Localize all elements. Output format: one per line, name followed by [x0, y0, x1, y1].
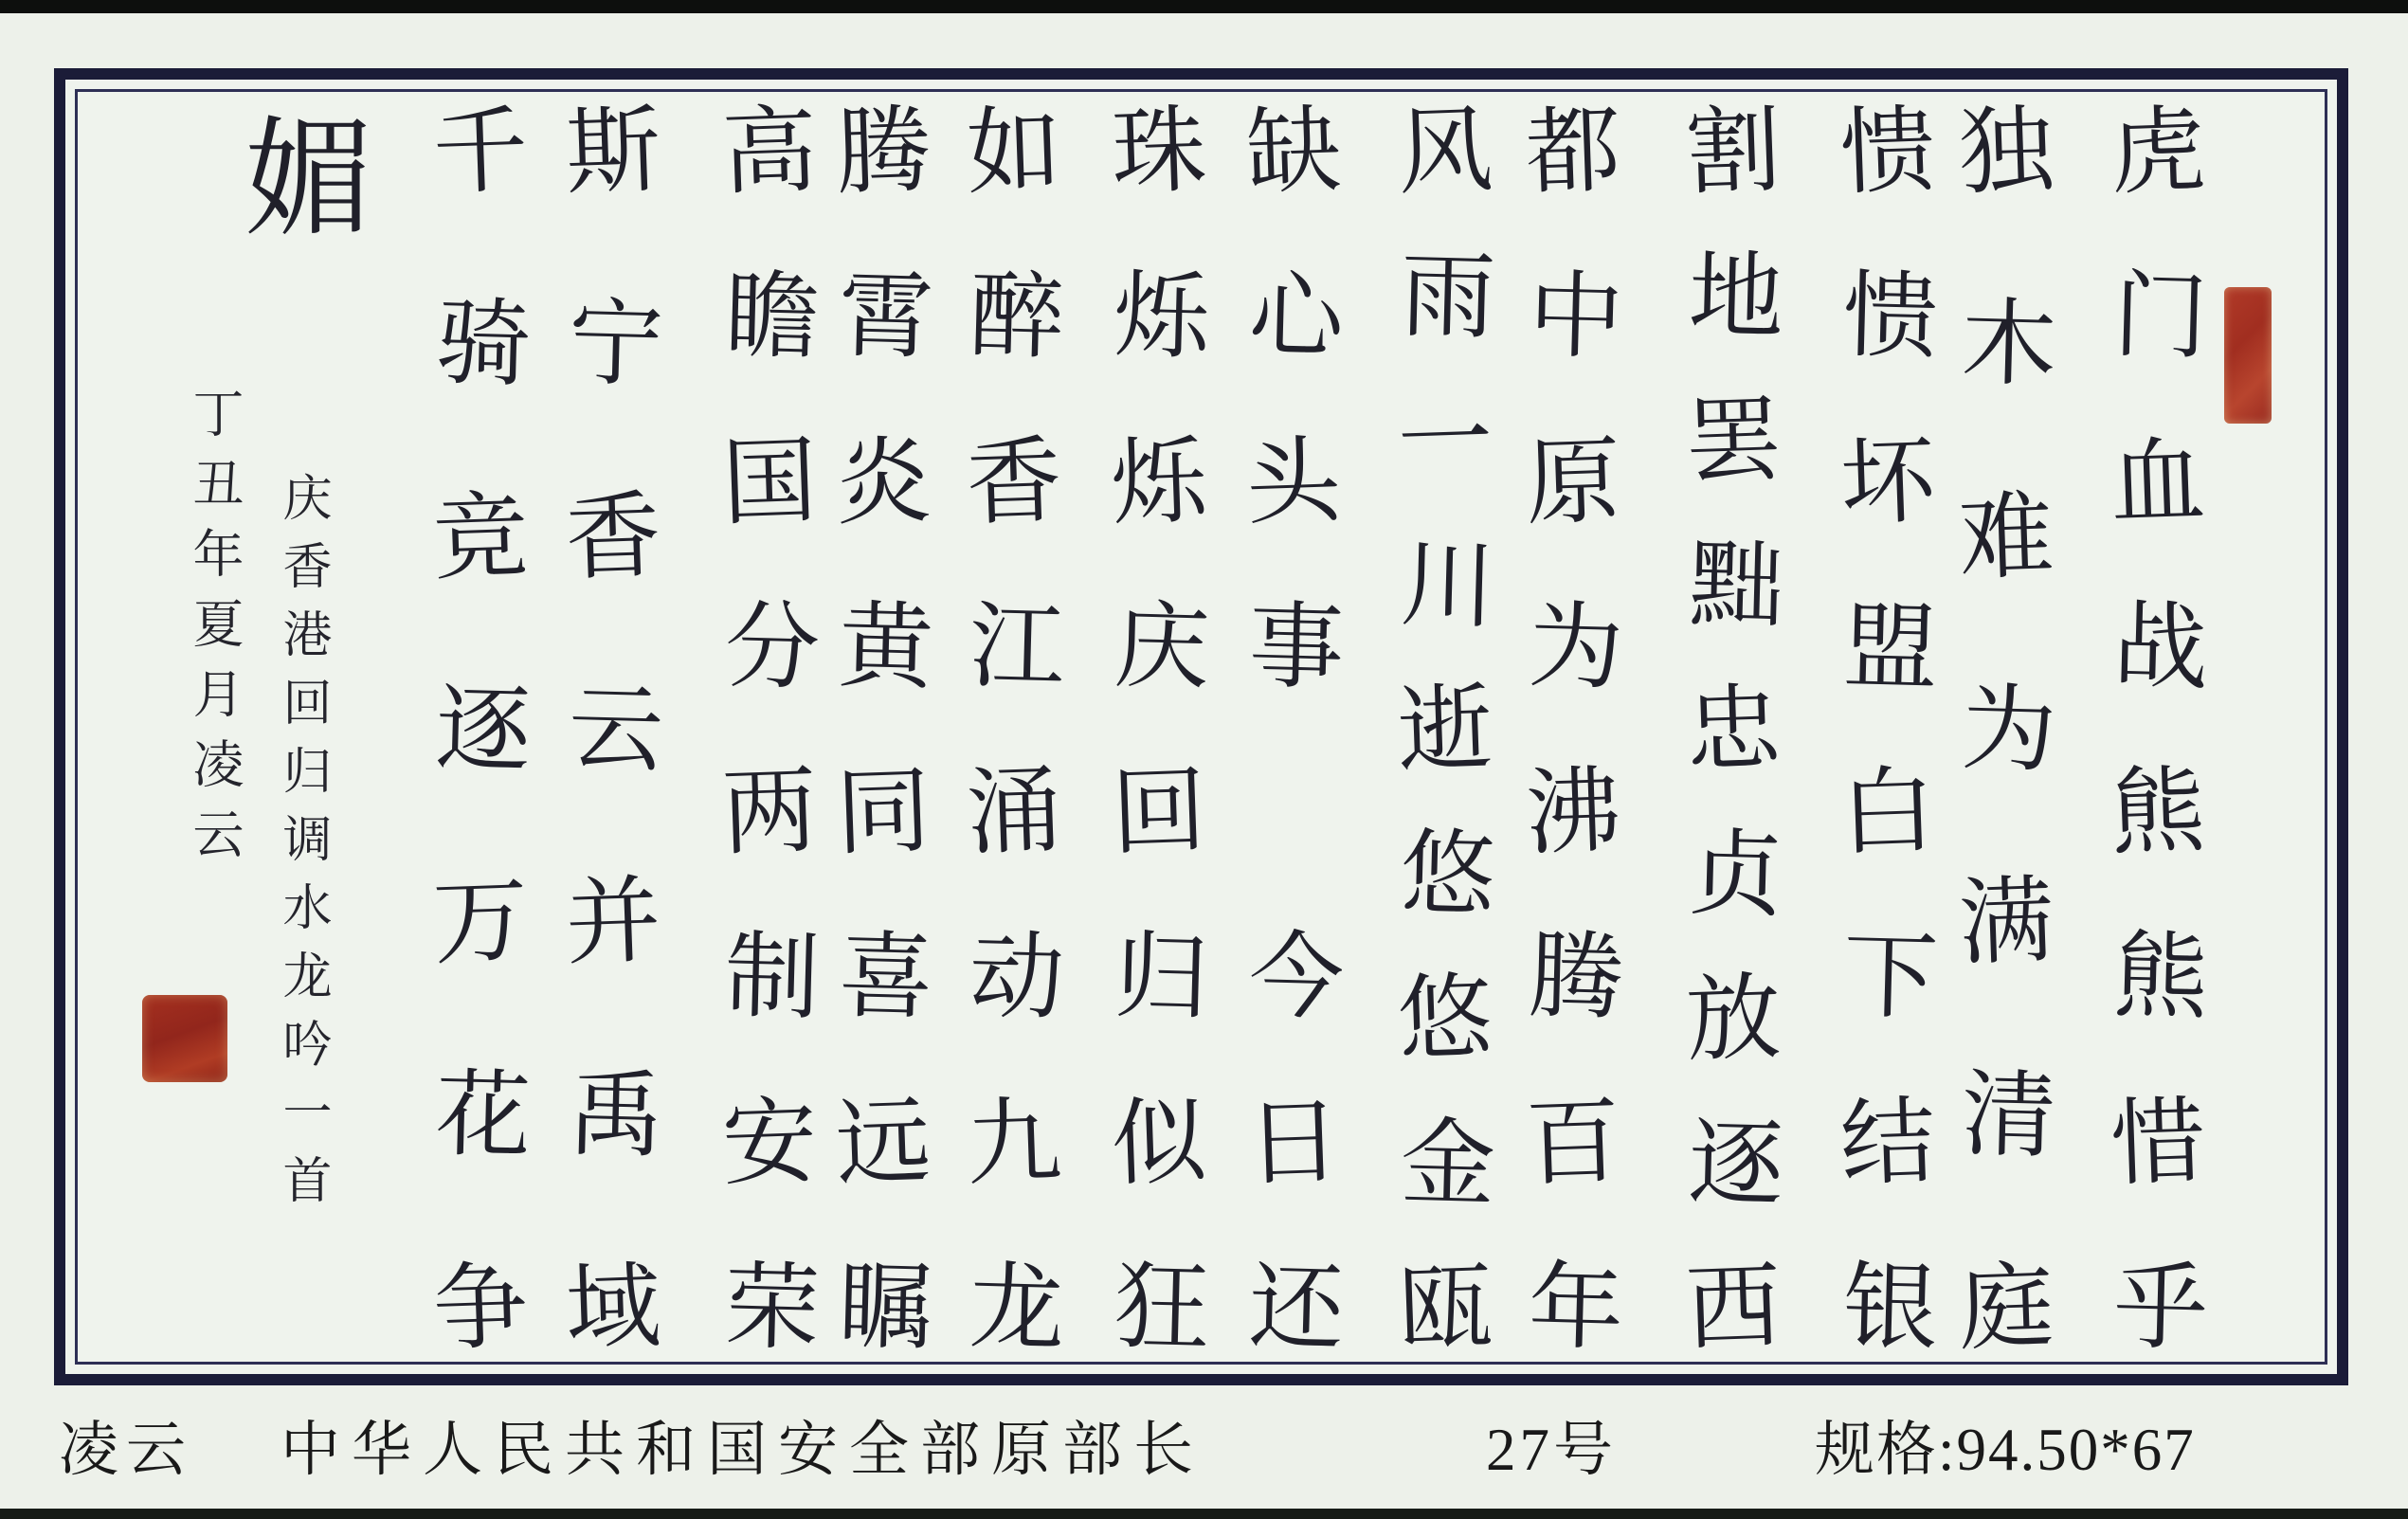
calligraphy-char: 域 [563, 1250, 662, 1365]
calligraphy-char: 禹 [567, 1058, 665, 1172]
calligraphy-column-9 [955, 94, 1073, 1365]
calligraphy-char: 百 [1523, 1084, 1622, 1200]
calligraphy-char: 木 [1960, 287, 2058, 401]
calligraphy-column-8 [1100, 94, 1218, 1365]
calligraphy-char: 清 [1960, 1058, 2058, 1172]
calligraphy-char: 霄 [837, 260, 935, 373]
calligraphy-char: 中 [1527, 260, 1625, 373]
calligraphy-char: 珠 [1109, 94, 1208, 208]
calligraphy-char: 斯 [563, 94, 662, 208]
calligraphy-char: 头 [1243, 424, 1343, 539]
calligraphy-char: 制 [723, 920, 822, 1034]
calligraphy-char: 放 [1683, 961, 1783, 1076]
calligraphy-char: 熊 [2108, 754, 2207, 869]
calligraphy-char: 分 [723, 589, 822, 704]
calligraphy-char: 下 [1841, 920, 1940, 1034]
calligraphy-char: 烁 [1109, 424, 1208, 539]
calligraphy-char: 万 [430, 864, 530, 980]
calligraphy-char: 都 [1523, 94, 1622, 208]
calligraphy-char: 金 [1399, 1106, 1497, 1220]
calligraphy-char: 愦 [1841, 260, 1940, 373]
calligraphy-char: 江 [968, 589, 1066, 704]
calligraphy-char: 惜 [2108, 1084, 2207, 1200]
calligraphy-char: 西 [1683, 1250, 1783, 1365]
calligraphy-char: 愦 [1838, 94, 1937, 208]
calligraphy-char: 一 [1395, 383, 1494, 497]
calligraphy-char: 年 [1527, 1250, 1625, 1365]
calligraphy-char: 原 [1523, 424, 1622, 539]
calligraphy-char: 腾 [833, 94, 932, 208]
scan-edge-bottom [0, 1509, 2408, 1519]
calligraphy-char: 庆 [1113, 589, 1211, 704]
calligraphy-char: 涌 [964, 754, 1063, 869]
calligraphy-char: 银 [1841, 1250, 1940, 1365]
calligraphy-char: 贞 [1687, 817, 1785, 931]
calligraphy-column-6 [1386, 94, 1504, 1365]
calligraphy-char: 沸 [1523, 754, 1622, 869]
leading-seal [2224, 287, 2272, 424]
calligraphy-char: 风 [1395, 94, 1494, 208]
calligraphy-char: 日 [1243, 1084, 1343, 1200]
calligraphy-char: 逝 [1395, 672, 1494, 787]
calligraphy-char: 两 [719, 754, 819, 869]
calligraphy-column-7 [1235, 94, 1352, 1365]
calligraphy-char: 花 [434, 1058, 533, 1172]
calligraphy-column-1 [2099, 94, 2217, 1365]
scan-edge-top [0, 0, 2408, 13]
calligraphy-char: 为 [1960, 672, 2058, 787]
caption-spec: 规格:94.50*67 [1815, 1417, 2196, 1483]
calligraphy-char: 安 [719, 1084, 819, 1200]
calligraphy-char: 雨 [1399, 239, 1497, 353]
calligraphy-char: 动 [968, 920, 1066, 1034]
calligraphy-char: 还 [1247, 1250, 1346, 1365]
calligraphy-char: 熊 [2111, 920, 2210, 1034]
calligraphy-column-13 [422, 94, 539, 1365]
calligraphy-char: 悠 [1395, 961, 1494, 1076]
calligraphy-char: 地 [1687, 239, 1785, 353]
calligraphy-char: 狂 [1113, 1250, 1211, 1365]
calligraphy-char: 庭 [1956, 1250, 2055, 1365]
calligraphy-column-5 [1514, 94, 1632, 1365]
calligraphy-char: 云 [567, 672, 665, 787]
calligraphy-char: 宁 [567, 287, 665, 401]
calligraphy-char: 盟 [1841, 589, 1940, 704]
caption-artist: 凌云 [59, 1417, 193, 1483]
calligraphy-char: 今 [1247, 920, 1346, 1034]
calligraphy-char: 门 [2111, 260, 2210, 373]
calligraphy-char: 血 [2108, 424, 2207, 539]
calligraphy-char: 虎 [2108, 94, 2207, 208]
calligraphy-char: 炎 [833, 424, 932, 539]
calligraphy-char: 似 [1109, 1084, 1208, 1200]
calligraphy-char: 瞩 [837, 1250, 935, 1365]
calligraphy-char: 腾 [1527, 920, 1625, 1034]
caption-catalog-number: 27号 [1486, 1417, 1617, 1483]
calligraphy-char: 醉 [968, 260, 1066, 373]
calligraphy-char: 如 [964, 94, 1063, 208]
calligraphy-char: 瞻 [723, 260, 822, 373]
calligraphy-char: 烁 [1113, 260, 1211, 373]
calligraphy-char: 满 [1956, 864, 2055, 980]
calligraphy-char: 黜 [1687, 528, 1785, 642]
calligraphy-char: 割 [1683, 94, 1783, 208]
calligraphy-char: 川 [1399, 528, 1497, 642]
calligraphy-char: 争 [430, 1250, 530, 1365]
signature-column: 丁丑年夏月凌云 [185, 387, 244, 877]
caption-artist-title: 中华人民共和国安全部原部长 [281, 1417, 1204, 1483]
calligraphy-column-11 [711, 94, 828, 1365]
calligraphy-char: 并 [563, 864, 662, 980]
calligraphy-char: 喜 [837, 920, 935, 1034]
calligraphy-column-10 [824, 94, 942, 1365]
calligraphy-char: 白 [1838, 754, 1937, 869]
calligraphy-char: 回 [1109, 754, 1208, 869]
calligraphy-char: 独 [1956, 94, 2055, 208]
calligraphy-char: 难 [1956, 479, 2055, 594]
calligraphy-char: 归 [1113, 920, 1211, 1034]
calligraphy-char: 结 [1838, 1084, 1937, 1200]
calligraphy-char: 罢 [1683, 383, 1783, 497]
calligraphy-char: 坏 [1838, 424, 1937, 539]
calligraphy-char [1244, 763, 1342, 860]
dedication-column: 庆香港回归调水龙吟一首 [274, 472, 331, 1222]
calligraphy-column-3 [1829, 94, 1946, 1365]
calligraphy-column-12 [554, 94, 672, 1365]
final-character: 媚 [244, 105, 373, 255]
calligraphy-column-4 [1675, 94, 1792, 1365]
calligraphy-char: 远 [833, 1084, 932, 1200]
calligraphy-char: 缺 [1243, 94, 1343, 208]
calligraphy-char: 高 [719, 94, 819, 208]
calligraphy-char: 乎 [2111, 1250, 2210, 1365]
name-seal [142, 995, 227, 1082]
calligraphy-char: 为 [1527, 589, 1625, 704]
calligraphy-char: 事 [1247, 589, 1346, 704]
calligraphy-column-2 [1947, 94, 2065, 1365]
calligraphy-char: 荣 [723, 1250, 822, 1365]
calligraphy-char: 悠 [1399, 817, 1497, 931]
calligraphy-char: 心 [1247, 260, 1346, 373]
calligraphy-char: 香 [563, 479, 662, 594]
calligraphy-char: 龙 [968, 1250, 1066, 1365]
calligraphy-char: 逐 [1687, 1106, 1785, 1220]
calligraphy-char: 黄 [837, 589, 935, 704]
calligraphy-char: 竞 [430, 479, 530, 594]
calligraphy-char: 香 [964, 424, 1063, 539]
calligraphy-char: 九 [964, 1084, 1063, 1200]
calligraphy-char: 逐 [434, 672, 533, 787]
calligraphy-char: 骑 [434, 287, 533, 401]
calligraphy-char: 战 [2111, 589, 2210, 704]
calligraphy-char: 忠 [1683, 672, 1783, 787]
calligraphy-char: 同 [833, 754, 932, 869]
calligraphy-char: 瓯 [1395, 1250, 1494, 1365]
calligraphy-char: 国 [719, 424, 819, 539]
calligraphy-char: 千 [430, 94, 530, 208]
